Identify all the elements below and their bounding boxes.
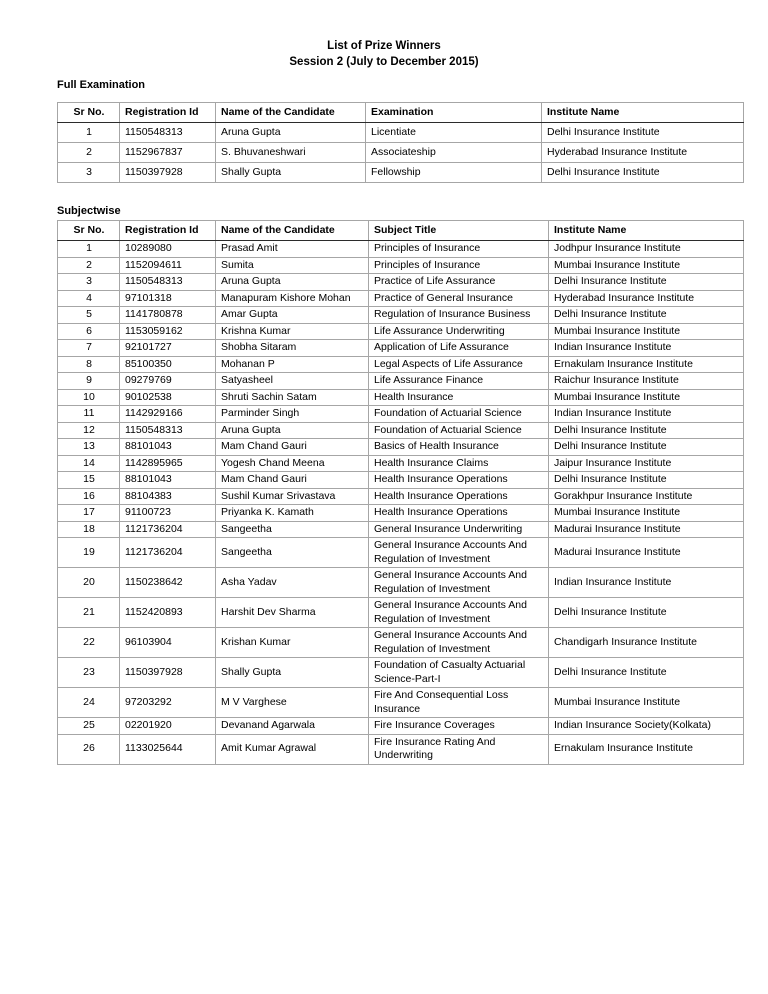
table-row <box>58 505 744 522</box>
table-header-row <box>58 221 744 241</box>
cell-institute-name: Jodhpur Insurance Institute <box>549 241 744 258</box>
table-row <box>58 356 744 373</box>
cell-candidate-name: Harshit Dev Sharma <box>216 598 369 628</box>
cell-sr-no: 14 <box>58 455 120 472</box>
cell-sr-no: 7 <box>58 340 120 357</box>
cell-subject-title: Life Assurance Finance <box>369 373 549 390</box>
cell-registration-id: 1150238642 <box>120 568 216 598</box>
cell-subject-title: Health Insurance <box>369 389 549 406</box>
cell-registration-id: 1121736204 <box>120 538 216 568</box>
subjectwise-table-body <box>58 241 744 765</box>
cell-subject-title: Application of Life Assurance <box>369 340 549 357</box>
cell-institute-name: Mumbai Insurance Institute <box>549 505 744 522</box>
cell-examination: Licentiate <box>366 123 542 143</box>
cell-registration-id: 1152094611 <box>120 257 216 274</box>
cell-institute-name: Mumbai Insurance Institute <box>549 257 744 274</box>
cell-candidate-name: Priyanka K. Kamath <box>216 505 369 522</box>
title-line-1: List of Prize Winners <box>327 40 441 52</box>
cell-examination: Fellowship <box>366 163 542 183</box>
column-header-candidate-name: Name of the Candidate <box>216 103 366 123</box>
table-row <box>58 439 744 456</box>
cell-registration-id: 10289080 <box>120 241 216 258</box>
column-header-institute-name: Institute Name <box>542 103 744 123</box>
cell-registration-id: 97101318 <box>120 290 216 307</box>
table-row <box>58 340 744 357</box>
cell-candidate-name: Sushil Kumar Srivastava <box>216 488 369 505</box>
cell-subject-title: Health Insurance Operations <box>369 488 549 505</box>
table-row <box>58 718 744 735</box>
cell-candidate-name: Mohanan P <box>216 356 369 373</box>
cell-subject-title: Health Insurance Operations <box>369 472 549 489</box>
table-row <box>58 257 744 274</box>
table-row <box>58 422 744 439</box>
cell-registration-id: 91100723 <box>120 505 216 522</box>
cell-sr-no: 13 <box>58 439 120 456</box>
cell-subject-title: Health Insurance Claims <box>369 455 549 472</box>
cell-sr-no: 3 <box>58 163 120 183</box>
cell-institute-name: Ernakulam Insurance Institute <box>549 734 744 764</box>
cell-registration-id: 1150397928 <box>120 163 216 183</box>
cell-institute-name: Indian Insurance Institute <box>549 406 744 423</box>
cell-sr-no: 17 <box>58 505 120 522</box>
table-row <box>58 274 744 291</box>
cell-registration-id: 1150548313 <box>120 123 216 143</box>
table-row <box>58 323 744 340</box>
table-row <box>58 472 744 489</box>
section-label-subjectwise: Subjectwise <box>57 205 121 217</box>
cell-registration-id: 92101727 <box>120 340 216 357</box>
table-row <box>58 163 744 183</box>
cell-subject-title: Regulation of Insurance Business <box>369 307 549 324</box>
cell-registration-id: 1142929166 <box>120 406 216 423</box>
cell-institute-name: Ernakulam Insurance Institute <box>549 356 744 373</box>
cell-subject-title: Health Insurance Operations <box>369 505 549 522</box>
cell-subject-title: General Insurance Accounts And Regulation of Investment <box>369 538 549 568</box>
cell-candidate-name: Asha Yadav <box>216 568 369 598</box>
cell-subject-title: Practice of General Insurance <box>369 290 549 307</box>
table-row <box>58 628 744 658</box>
cell-subject-title: Fire Insurance Rating And Underwriting <box>369 734 549 764</box>
cell-candidate-name: Devanand Agarwala <box>216 718 369 735</box>
cell-registration-id: 85100350 <box>120 356 216 373</box>
cell-institute-name: Jaipur Insurance Institute <box>549 455 744 472</box>
cell-sr-no: 1 <box>58 123 120 143</box>
column-header-institute-name: Institute Name <box>549 221 744 241</box>
title-line-2: Session 2 (July to December 2015) <box>289 56 479 68</box>
table-row <box>58 598 744 628</box>
cell-institute-name: Mumbai Insurance Institute <box>549 323 744 340</box>
cell-subject-title: General Insurance Accounts And Regulation of Investment <box>369 598 549 628</box>
cell-registration-id: 97203292 <box>120 688 216 718</box>
cell-subject-title: Foundation of Actuarial Science <box>369 422 549 439</box>
cell-candidate-name: Amar Gupta <box>216 307 369 324</box>
cell-sr-no: 3 <box>58 274 120 291</box>
cell-candidate-name: M V Varghese <box>216 688 369 718</box>
cell-institute-name: Delhi Insurance Institute <box>549 274 744 291</box>
cell-registration-id: 1141780878 <box>120 307 216 324</box>
cell-candidate-name: Yogesh Chand Meena <box>216 455 369 472</box>
cell-institute-name: Indian Insurance Society(Kolkata) <box>549 718 744 735</box>
cell-subject-title: Fire Insurance Coverages <box>369 718 549 735</box>
cell-sr-no: 8 <box>58 356 120 373</box>
cell-sr-no: 16 <box>58 488 120 505</box>
column-header-registration-id: Registration Id <box>120 103 216 123</box>
cell-candidate-name: Prasad Amit <box>216 241 369 258</box>
cell-institute-name: Delhi Insurance Institute <box>542 123 744 143</box>
cell-institute-name: Delhi Insurance Institute <box>549 598 744 628</box>
cell-institute-name: Mumbai Insurance Institute <box>549 389 744 406</box>
subjectwise-table <box>57 220 744 765</box>
cell-candidate-name: Mam Chand Gauri <box>216 472 369 489</box>
cell-institute-name: Madurai Insurance Institute <box>549 538 744 568</box>
cell-candidate-name: Parminder Singh <box>216 406 369 423</box>
cell-registration-id: 1153059162 <box>120 323 216 340</box>
cell-registration-id: 88101043 <box>120 439 216 456</box>
cell-institute-name: Delhi Insurance Institute <box>549 439 744 456</box>
cell-candidate-name: Satyasheel <box>216 373 369 390</box>
cell-sr-no: 5 <box>58 307 120 324</box>
cell-institute-name: Mumbai Insurance Institute <box>549 688 744 718</box>
cell-sr-no: 22 <box>58 628 120 658</box>
cell-examination: Associateship <box>366 143 542 163</box>
cell-institute-name: Hyderabad Insurance Institute <box>542 143 744 163</box>
cell-candidate-name: Aruna Gupta <box>216 123 366 143</box>
cell-registration-id: 1133025644 <box>120 734 216 764</box>
cell-registration-id: 1150397928 <box>120 658 216 688</box>
cell-sr-no: 15 <box>58 472 120 489</box>
cell-sr-no: 4 <box>58 290 120 307</box>
cell-institute-name: Indian Insurance Institute <box>549 340 744 357</box>
cell-subject-title: Principles of Insurance <box>369 241 549 258</box>
cell-candidate-name: Shobha Sitaram <box>216 340 369 357</box>
column-header-examination: Examination <box>366 103 542 123</box>
cell-institute-name: Delhi Insurance Institute <box>549 307 744 324</box>
cell-subject-title: Legal Aspects of Life Assurance <box>369 356 549 373</box>
cell-registration-id: 1152420893 <box>120 598 216 628</box>
table-row <box>58 538 744 568</box>
cell-subject-title: Principles of Insurance <box>369 257 549 274</box>
table-row <box>58 521 744 538</box>
cell-institute-name: Delhi Insurance Institute <box>549 422 744 439</box>
cell-sr-no: 26 <box>58 734 120 764</box>
cell-subject-title: General Insurance Underwriting <box>369 521 549 538</box>
cell-sr-no: 24 <box>58 688 120 718</box>
cell-candidate-name: Shruti Sachin Satam <box>216 389 369 406</box>
cell-institute-name: Indian Insurance Institute <box>549 568 744 598</box>
table-row <box>58 568 744 598</box>
column-header-registration-id: Registration Id <box>120 221 216 241</box>
cell-candidate-name: Sumita <box>216 257 369 274</box>
cell-candidate-name: Shally Gupta <box>216 658 369 688</box>
cell-sr-no: 23 <box>58 658 120 688</box>
cell-candidate-name: Sangeetha <box>216 538 369 568</box>
cell-candidate-name: Aruna Gupta <box>216 274 369 291</box>
full-examination-table <box>57 102 744 183</box>
cell-registration-id: 96103904 <box>120 628 216 658</box>
cell-registration-id: 09279769 <box>120 373 216 390</box>
column-header-candidate-name: Name of the Candidate <box>216 221 369 241</box>
cell-sr-no: 6 <box>58 323 120 340</box>
cell-candidate-name: Krishna Kumar <box>216 323 369 340</box>
cell-subject-title: Foundation of Actuarial Science <box>369 406 549 423</box>
cell-candidate-name: Sangeetha <box>216 521 369 538</box>
cell-institute-name: Gorakhpur Insurance Institute <box>549 488 744 505</box>
cell-registration-id: 88101043 <box>120 472 216 489</box>
cell-registration-id: 1152967837 <box>120 143 216 163</box>
cell-sr-no: 2 <box>58 143 120 163</box>
cell-candidate-name: Manapuram Kishore Mohan <box>216 290 369 307</box>
table-row <box>58 658 744 688</box>
cell-candidate-name: Shally Gupta <box>216 163 366 183</box>
cell-subject-title: Foundation of Casualty Actuarial Science-Part-I <box>369 658 549 688</box>
cell-subject-title: Fire And Consequential Loss Insurance <box>369 688 549 718</box>
table-row <box>58 688 744 718</box>
cell-candidate-name: Amit Kumar Agrawal <box>216 734 369 764</box>
cell-subject-title: General Insurance Accounts And Regulation of Investment <box>369 568 549 598</box>
full-examination-table-body <box>58 123 744 183</box>
cell-sr-no: 19 <box>58 538 120 568</box>
cell-sr-no: 20 <box>58 568 120 598</box>
cell-registration-id: 1150548313 <box>120 422 216 439</box>
cell-registration-id: 1142895965 <box>120 455 216 472</box>
table-row <box>58 734 744 764</box>
table-row <box>58 373 744 390</box>
table-row <box>58 241 744 258</box>
table-row <box>58 455 744 472</box>
table-row <box>58 307 744 324</box>
cell-candidate-name: Krishan Kumar <box>216 628 369 658</box>
cell-subject-title: Life Assurance Underwriting <box>369 323 549 340</box>
table-row <box>58 143 744 163</box>
cell-sr-no: 2 <box>58 257 120 274</box>
cell-institute-name: Delhi Insurance Institute <box>549 472 744 489</box>
cell-registration-id: 02201920 <box>120 718 216 735</box>
cell-institute-name: Madurai Insurance Institute <box>549 521 744 538</box>
column-header-subject-title: Subject Title <box>369 221 549 241</box>
cell-registration-id: 88104383 <box>120 488 216 505</box>
cell-candidate-name: Mam Chand Gauri <box>216 439 369 456</box>
cell-registration-id: 1150548313 <box>120 274 216 291</box>
cell-sr-no: 18 <box>58 521 120 538</box>
table-row <box>58 406 744 423</box>
cell-sr-no: 21 <box>58 598 120 628</box>
table-header-row <box>58 103 744 123</box>
table-row <box>58 389 744 406</box>
table-row <box>58 290 744 307</box>
cell-candidate-name: Aruna Gupta <box>216 422 369 439</box>
cell-institute-name: Hyderabad Insurance Institute <box>549 290 744 307</box>
cell-institute-name: Chandigarh Insurance Institute <box>549 628 744 658</box>
cell-registration-id: 1121736204 <box>120 521 216 538</box>
column-header-sr-no: Sr No. <box>58 103 120 123</box>
cell-sr-no: 10 <box>58 389 120 406</box>
cell-registration-id: 90102538 <box>120 389 216 406</box>
cell-institute-name: Raichur Insurance Institute <box>549 373 744 390</box>
cell-sr-no: 25 <box>58 718 120 735</box>
cell-sr-no: 9 <box>58 373 120 390</box>
cell-sr-no: 12 <box>58 422 120 439</box>
page-title <box>57 38 742 70</box>
cell-institute-name: Delhi Insurance Institute <box>549 658 744 688</box>
cell-sr-no: 11 <box>58 406 120 423</box>
cell-subject-title: Practice of Life Assurance <box>369 274 549 291</box>
table-row <box>58 488 744 505</box>
column-header-sr-no: Sr No. <box>58 221 120 241</box>
cell-sr-no: 1 <box>58 241 120 258</box>
cell-subject-title: Basics of Health Insurance <box>369 439 549 456</box>
cell-candidate-name: S. Bhuvaneshwari <box>216 143 366 163</box>
cell-subject-title: General Insurance Accounts And Regulation of Investment <box>369 628 549 658</box>
cell-institute-name: Delhi Insurance Institute <box>542 163 744 183</box>
section-label-full-examination: Full Examination <box>57 79 146 91</box>
table-row <box>58 123 744 143</box>
